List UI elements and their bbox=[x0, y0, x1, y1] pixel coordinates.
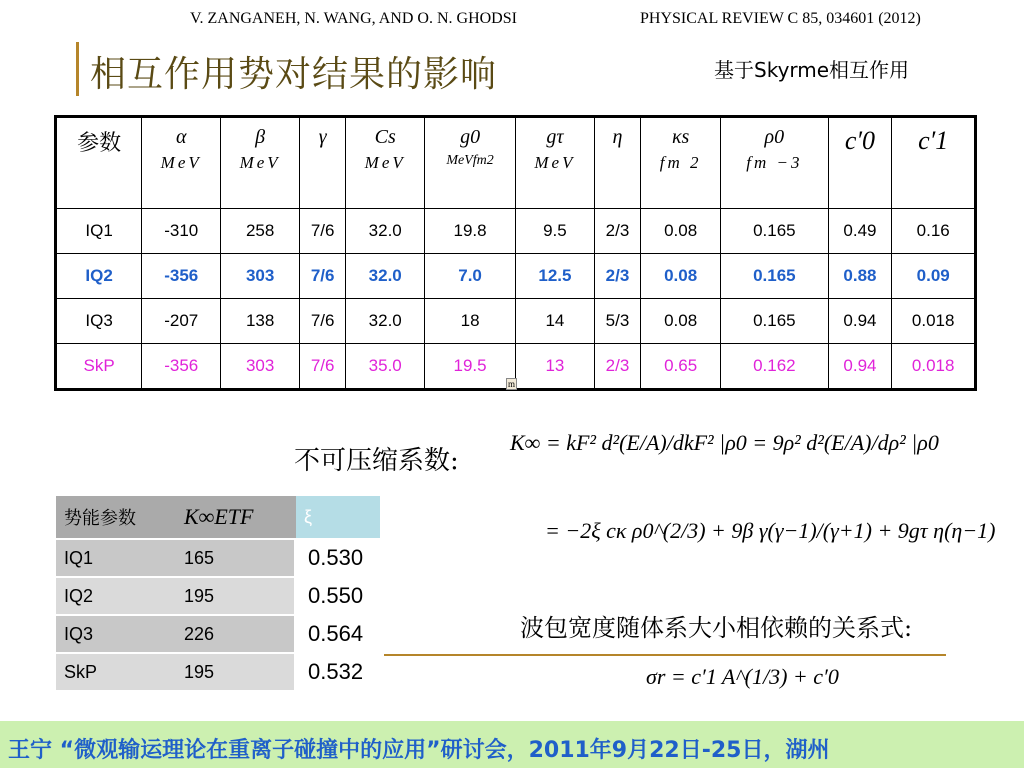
table-row bbox=[56, 539, 380, 577]
table-cell: 138 bbox=[221, 299, 300, 344]
table-cell: 32.0 bbox=[346, 209, 425, 254]
table-cell: IQ1 bbox=[56, 539, 176, 577]
table-cell: 2/3 bbox=[594, 209, 640, 254]
col-header-potential: 势能参数 bbox=[56, 496, 176, 539]
table-cell: 18 bbox=[425, 299, 516, 344]
table-cell: IQ2 bbox=[56, 577, 176, 615]
table-cell: 7/6 bbox=[300, 299, 346, 344]
table-cell: -310 bbox=[142, 209, 221, 254]
table-cell: 0.165 bbox=[721, 209, 828, 254]
table-cell: 19.5 bbox=[425, 344, 516, 390]
col-header-gamma: γ bbox=[300, 117, 346, 209]
table-cell: SkP bbox=[56, 344, 142, 390]
table-cell: SkP bbox=[56, 653, 176, 690]
table-cell: IQ2 bbox=[56, 254, 142, 299]
table-cell: 226 bbox=[176, 615, 296, 653]
table-row bbox=[56, 615, 380, 653]
table-cell: 0.08 bbox=[641, 254, 721, 299]
table-cell: 0.08 bbox=[641, 299, 721, 344]
compressibility-label: 不可压缩系数: bbox=[294, 446, 459, 476]
table-cell: 35.0 bbox=[346, 344, 425, 390]
table-cell: 258 bbox=[221, 209, 300, 254]
col-header-kappa: κs fm 2 bbox=[641, 117, 721, 209]
ketf-table-header bbox=[56, 496, 380, 539]
table-cell: 303 bbox=[221, 344, 300, 390]
table-cell: 303 bbox=[221, 254, 300, 299]
table-cell: 14 bbox=[515, 299, 594, 344]
table-cell: 2/3 bbox=[594, 344, 640, 390]
table-row-iq3 bbox=[56, 299, 976, 344]
table-cell: 12.5 bbox=[515, 254, 594, 299]
footer-text: 王宁 “微观输运理论在重离子碰撞中的应用”研讨会，2011年9月22日-25日，湖州 bbox=[8, 738, 830, 763]
table-cell: 19.8 bbox=[425, 209, 516, 254]
table-cell: 2/3 bbox=[594, 254, 640, 299]
table-cell: 0.532 bbox=[296, 653, 380, 690]
table-row-iq1 bbox=[56, 209, 976, 254]
table-cell: 9.5 bbox=[515, 209, 594, 254]
table-cell: 7/6 bbox=[300, 209, 346, 254]
table-cell: 0.018 bbox=[892, 299, 976, 344]
compressibility-formula-1: K∞ = kF² d²(E/A)/dkF² |ρ0 = 9ρ² d²(E/A)/dρ² |ρ0 bbox=[510, 430, 939, 455]
table-cell: 7.0 bbox=[425, 254, 516, 299]
table-cell: IQ3 bbox=[56, 615, 176, 653]
col-header-c1: c′1 bbox=[892, 117, 976, 209]
table-cell: 0.49 bbox=[828, 209, 892, 254]
table-cell: 0.94 bbox=[828, 344, 892, 390]
col-header-gtau: gτ MeV bbox=[515, 117, 594, 209]
header-authors: V. ZANGANEH, N. WANG, AND O. N. GHODSI bbox=[190, 10, 517, 27]
table-cell: 0.165 bbox=[721, 254, 828, 299]
table-row-iq2 bbox=[56, 254, 976, 299]
table-cell: 0.94 bbox=[828, 299, 892, 344]
col-header-param: 参数 bbox=[56, 117, 142, 209]
title-accent-bar bbox=[76, 42, 79, 96]
header-journal: PHYSICAL REVIEW C 85, 034601 (2012) bbox=[640, 10, 921, 27]
table-cell: 0.65 bbox=[641, 344, 721, 390]
table-cell: 7/6 bbox=[300, 254, 346, 299]
table-cell: 195 bbox=[176, 653, 296, 690]
slide-subtitle: 基于Skyrme相互作用 bbox=[714, 58, 910, 82]
table-cell: 0.530 bbox=[296, 539, 380, 577]
table-cell: IQ1 bbox=[56, 209, 142, 254]
col-header-xi: ξ bbox=[296, 496, 380, 539]
table-cell: 13 bbox=[515, 344, 594, 390]
col-header-ketf: K∞ETF bbox=[176, 496, 296, 539]
table-cell: 0.08 bbox=[641, 209, 721, 254]
wave-packet-label: 波包宽度随体系大小相依赖的关系式: bbox=[520, 614, 913, 642]
table-cell: -356 bbox=[142, 344, 221, 390]
table-cell: 32.0 bbox=[346, 254, 425, 299]
divider bbox=[384, 654, 946, 656]
table-cell: 0.09 bbox=[892, 254, 976, 299]
table-cell: 0.018 bbox=[892, 344, 976, 390]
table-cell: 0.88 bbox=[828, 254, 892, 299]
parameter-table bbox=[54, 115, 977, 391]
ketf-table bbox=[56, 496, 380, 690]
page-marker: m bbox=[508, 379, 516, 389]
col-header-alpha: α MeV bbox=[142, 117, 221, 209]
col-header-beta: β MeV bbox=[221, 117, 300, 209]
table-cell: -356 bbox=[142, 254, 221, 299]
table-cell: 195 bbox=[176, 577, 296, 615]
slide-title: 相互作用势对结果的影响 bbox=[90, 54, 498, 95]
table-cell: 32.0 bbox=[346, 299, 425, 344]
table-cell: -207 bbox=[142, 299, 221, 344]
col-header-c0: c′0 bbox=[828, 117, 892, 209]
table-cell: IQ3 bbox=[56, 299, 142, 344]
table-row bbox=[56, 577, 380, 615]
col-header-g0: g0 MeVfm2 bbox=[425, 117, 516, 209]
col-header-rho0: ρ0 fm −3 bbox=[721, 117, 828, 209]
table-cell: 5/3 bbox=[594, 299, 640, 344]
table-cell: 0.162 bbox=[721, 344, 828, 390]
table-cell: 7/6 bbox=[300, 344, 346, 390]
col-header-eta: η bbox=[594, 117, 640, 209]
table-cell: 165 bbox=[176, 539, 296, 577]
parameter-table-header bbox=[56, 117, 976, 209]
wave-packet-formula: σr = c′1 A^(1/3) + c′0 bbox=[646, 664, 839, 689]
footer-bar bbox=[0, 721, 1024, 768]
compressibility-formula-2: = −2ξ cκ ρ0^(2/3) + 9β γ(γ−1)/(γ+1) + 9gτ η(η−1) bbox=[545, 518, 996, 543]
table-cell: 0.165 bbox=[721, 299, 828, 344]
table-cell: 0.564 bbox=[296, 615, 380, 653]
table-cell: 0.16 bbox=[892, 209, 976, 254]
table-cell: 0.550 bbox=[296, 577, 380, 615]
col-header-cs: Cs MeV bbox=[346, 117, 425, 209]
table-row bbox=[56, 653, 380, 690]
